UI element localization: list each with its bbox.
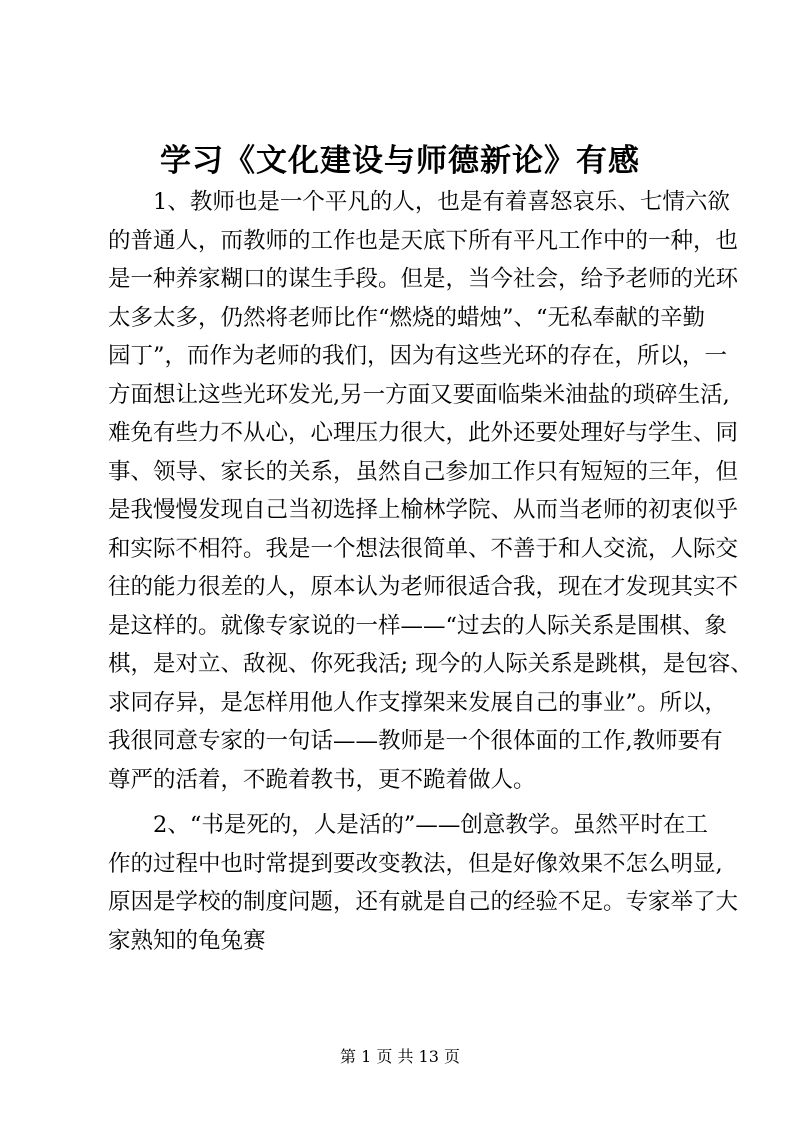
- text-line: 太多太多，仍然将老师比作“燃烧的蜡烛”、“无私奉献的辛勤: [108, 304, 706, 331]
- text-line: 是这样的。就像专家说的一样——“过去的人际关系是围棋、象: [108, 612, 728, 639]
- text-line: 2、“书是死的，人是活的”——创意教学。虽然平时在工: [153, 812, 708, 838]
- text-line: 求同存异，是怎样用他人作支撑架来发展自己的事业”。所以，: [108, 689, 728, 716]
- text-line: 我很同意专家的一句话——教师是一个很体面的工作,教师要有: [108, 728, 723, 754]
- text-line: 的普通人，而教师的工作也是天底下所有平凡工作中的一种，也: [108, 227, 739, 254]
- text-line: 是一种养家糊口的谋生手段。但是，当今社会，给予老师的光环: [108, 266, 739, 292]
- text-line: 方面想让这些光环发光,另一方面又要面临柴米油盐的琐碎生活,: [108, 381, 730, 408]
- text-line: 往的能力很差的人，原本认为老师很适合我，现在才发现其实不: [108, 574, 739, 600]
- text-line: 家熟知的龟兔赛: [108, 927, 266, 954]
- text-line: 尊严的活着，不跪着教书，更不跪着做人。: [108, 766, 536, 793]
- document-title: 学习《文化建设与师德新论》有感: [160, 143, 640, 179]
- text-line: 园丁”，而作为老师的我们，因为有这些光环的存在，所以，一: [108, 343, 728, 369]
- document-body: [108, 183, 753, 960]
- text-line: 1、教师也是一个平凡的人，也是有着喜怒哀乐、七情六欲: [153, 189, 730, 215]
- text-line: 原因是学校的制度问题，还有就是自己的经验不足。专家举了大: [108, 889, 739, 915]
- text-line: 难免有些力不从心，心理压力很大，此外还要处理好与学生、同: [108, 420, 739, 446]
- text-line: 和实际不相符。我是一个想法很简单、不善于和人交流，人际交: [108, 535, 739, 562]
- paragraph-2: [108, 806, 739, 960]
- page-number-footer: 第 1 页 共 13 页: [340, 1047, 460, 1066]
- text-line: 事、领导、家长的关系，虽然自己参加工作只有短短的三年，但: [108, 458, 739, 485]
- paragraph-1: [108, 183, 753, 799]
- text-line: 棋，是对立、敌视、你死我活; 现今的人际关系是跳棋，是包容、: [108, 651, 753, 677]
- text-line: 是我慢慢发现自己当初选择上榆林学院、从而当老师的初衷似乎: [108, 497, 739, 523]
- text-line: 作的过程中也时常提到要改变教法，但是好像效果不怎么明显,: [108, 850, 723, 877]
- paragraph-spacer: [108, 799, 696, 806]
